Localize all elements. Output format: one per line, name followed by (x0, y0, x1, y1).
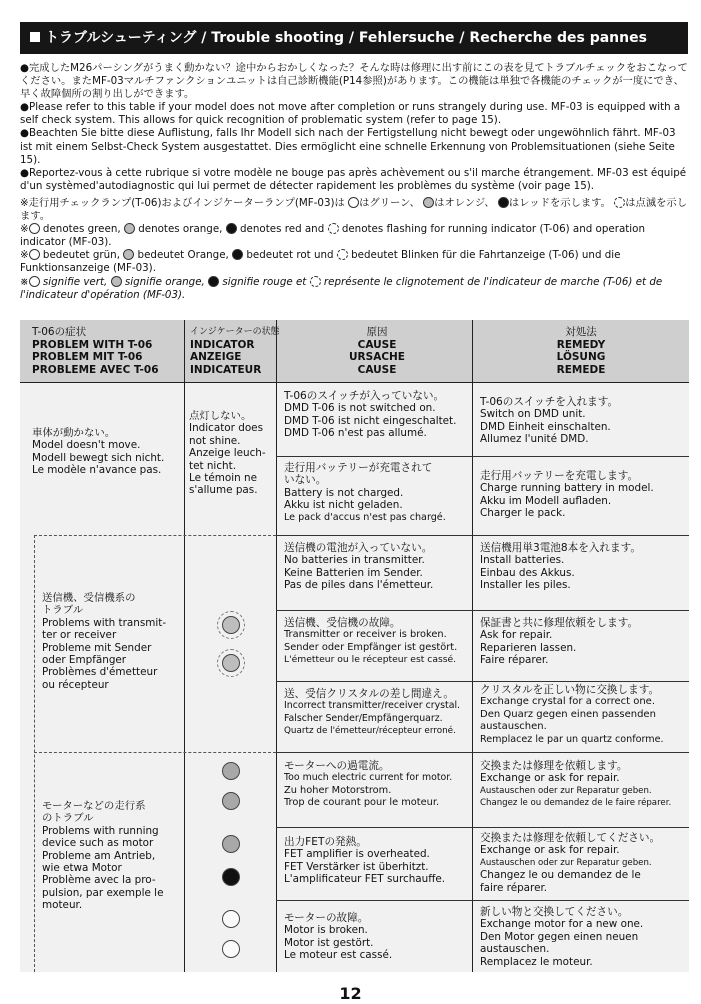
header-problem: T-06の症状 PROBLEM WITH T-06 PROBLEM MIT T-06 PROBLEME AVEC T-06 (32, 326, 159, 376)
legend-fr: ※ signifie vert, signifie orange, signifie rouge et représente le clignotement de l'indicateur de marche (T-06) et de l'indicateur d'opération (MF-03). (20, 275, 663, 301)
intro-jp: ●完成したM26パーシングがうまく動かない？途中からおかしくなった？そんな時は修理に出す前にこの表を見てトラブルチェックをおこなってください。またMF-03マルチファンクションユニットは自己診断機能(P14参照)があります。この機能は単独で各機能のチェックが一度にでき、早く故障個所の割り出しができます。 (20, 62, 688, 101)
intro-en: ●Please refer to this table if your model does not move after completion or runs strangely during use. MF-03 is equipped with a self check system. This allows for quick recognition of problematic system (refer to page 15). (20, 101, 681, 127)
indicator-lamp-red (222, 868, 240, 886)
legend-de: ※ bedeutet grün, bedeutet Orange, bedeutet rot und bedeutet Blinken für die Fahrtanzeige (T-06) und die Funktionsanzeige (MF-03). (20, 249, 621, 275)
indicator-lamp-flashing (222, 654, 240, 672)
problem-running-device: モーターなどの走行系 のトラブル Problems with running device such as motor Probleme am Antrieb, wie etwa Motor Problème avec la pro- pulsion, par exemple le moteur. (42, 800, 164, 912)
red-lamp-icon (226, 223, 237, 234)
remedy-switch-on-dmd: T-06のスイッチを入れます。 Switch on DMD unit. DMD Einheit einschalten. Allumez l'unité DMD. (480, 396, 619, 446)
intro-fr: ●Reportez-vous à cette rubrique si votre modèle ne bouge pas après achèvement ou s'il marche étrangement. MF-03 est équipé d'un systèmed'autodiagnostic qui lui permet de détecter rapidement les problèmes du système (voir page 15). (20, 166, 687, 192)
cause-motor-overcurrent: モーターへの過電流。 Too much electric current for motor. Zu hoher Motorstrom. Trop de courant pour le moteur. (284, 760, 453, 809)
red-lamp-icon (232, 249, 243, 260)
cause-battery-not-charged: 走行用バッテリーが充電されて いない。 Battery is not charged. Akku ist nicht geladen. Le pack d'accus n'est pas chargé. (284, 462, 446, 523)
cause-tx-rx-broken: 送信機、受信機の故障。 Transmitter or receiver is broken. Sender oder Empfänger ist gestört. L'émetteur ou le récepteur est cassé. (284, 617, 458, 666)
header-remedy: 対処法 REMEDY LÖSUNG REMEDE (556, 326, 606, 376)
indicator-lamp-flashing (222, 616, 240, 634)
indicator-lamp-orange (222, 792, 240, 810)
section-title: トラブルシューティング / Trouble shooting / Fehlersuche / Recherche des pannes (45, 30, 647, 46)
cause-dmd-off: T-06のスイッチが入っていない。 DMD T-06 is not switched on. DMD T-06 ist nicht eingeschaltet. DMD T-06 n'est pas allumé. (284, 390, 457, 440)
cause-wrong-crystal: 送、受信クリスタルの差し間違え。 Incorrect transmitter/receiver crystal. Falscher Sender/Empfängerquarz. Quartz de l'émetteur/récepteur erroné. (284, 688, 461, 737)
red-lamp-icon (498, 197, 509, 208)
page-number: 12 (339, 984, 362, 1003)
intro-text (20, 62, 688, 302)
indicator-lamp-orange (222, 835, 240, 853)
troubleshooting-table (20, 320, 689, 972)
orange-lamp-icon (124, 223, 135, 234)
remedy-exchange-or-repair: 交換または修理を依頼します。 Exchange or ask for repair. Austauschen oder zur Reparatur geben. Changez le ou demandez de le faire réparer. (480, 760, 672, 809)
green-lamp-icon (29, 249, 40, 260)
flashing-lamp-icon (310, 276, 321, 287)
problem-model-doesnt-move: 車体が動かない。 Model doesn't move. Modell bewegt sich nicht. Le modèle n'avance pas. (32, 427, 165, 477)
indicator-lamp-green (222, 940, 240, 958)
remedy-ask-repair: 保証書と共に修理依頼をします。 Ask for repair. Reparieren lassen. Faire réparer. (480, 617, 639, 667)
indicator-lamp-green (222, 910, 240, 928)
indicator-lamp-orange (222, 762, 240, 780)
intro-de: ●Beachten Sie bitte diese Auflistung, falls Ihr Modell sich nach der Fertigstellung nicht bewegt oder ungewöhnlich fährt. MF-03 ist mit einem Selbst-Check System ausgestattet. Dies ermöglicht eine schnelle Erkennung von Problemsituationen (siehe Seite 15). (20, 127, 676, 166)
remedy-exchange-crystal: クリスタルを正しい物に交換します。 Exchange crystal for a correct one. Den Quarz gegen einen passenden austauschen. Remplacez le par un quartz conforme. (480, 684, 664, 745)
legend-en: ※ denotes green, denotes orange, denotes red and denotes flashing for running indicator (T-06) and operation indicator (MF-03). (20, 223, 645, 249)
remedy-install-batteries: 送信機用単3電池8本を入れます。 Install batteries. Einbau des Akkus. Installer les piles. (480, 542, 641, 592)
green-lamp-icon (29, 223, 40, 234)
square-bullet-icon (30, 32, 40, 42)
legend-jp: ※走行用チェックランプ(T-06)およびインジケーターランプ(MF-03)は はグリーン、 はオレンジ、 はレッドを示します。 は点滅を示します。 (20, 196, 688, 223)
remedy-exchange-or-repair-fet: 交換または修理を依頼してください。 Exchange or ask for repair. Austauschen oder zur Reparatur geben. Changez le ou demandez de le faire réparer. (480, 832, 661, 894)
orange-lamp-icon (123, 249, 134, 260)
header-indicator: インジケーターの状態 INDICATOR ANZEIGE INDICATEUR (190, 327, 280, 376)
remedy-charge-battery: 走行用バッテリーを充電します。 Charge running battery in model. Akku im Modell aufladen. Charger le pack. (480, 470, 654, 520)
orange-lamp-icon (111, 276, 122, 287)
red-lamp-icon (208, 276, 219, 287)
remedy-replace-motor: 新しい物と交換してください。 Exchange motor for a new one. Den Motor gegen einen neuen austauschen. Remplacez le moteur. (480, 906, 644, 968)
header-cause: 原因 CAUSE URSACHE CAUSE (349, 326, 405, 376)
section-header (20, 22, 688, 54)
cause-no-tx-batteries: 送信機の電池が入っていない。 No batteries in transmitter. Keine Batterien im Sender. Pas de piles dans l'émetteur. (284, 542, 434, 592)
cause-fet-overheated: 出力FETの発熱。 FET amplifier is overheated. FET Verstärker ist überhitzt. L'amplificateur FET surchauffe. (284, 836, 446, 886)
green-lamp-icon (348, 197, 359, 208)
problem-transmitter-receiver: 送信機、受信機系の トラブル Problems with transmit- ter or receiver Probleme mit Sender oder Empfänger Problèmes d'émetteur ou récepteur (42, 592, 167, 691)
flashing-lamp-icon (614, 197, 625, 208)
flashing-lamp-icon (337, 249, 348, 260)
orange-lamp-icon (423, 197, 434, 208)
cause-motor-broken: モーターの故障。 Motor is broken. Motor ist gestört. Le moteur est cassé. (284, 912, 393, 962)
green-lamp-icon (29, 276, 40, 287)
flashing-lamp-icon (328, 223, 339, 234)
indicator-not-shining: 点灯しない。 Indicator does not shine. Anzeige leuch- tet nicht. Le témoin ne s'allume pas. (189, 410, 266, 497)
